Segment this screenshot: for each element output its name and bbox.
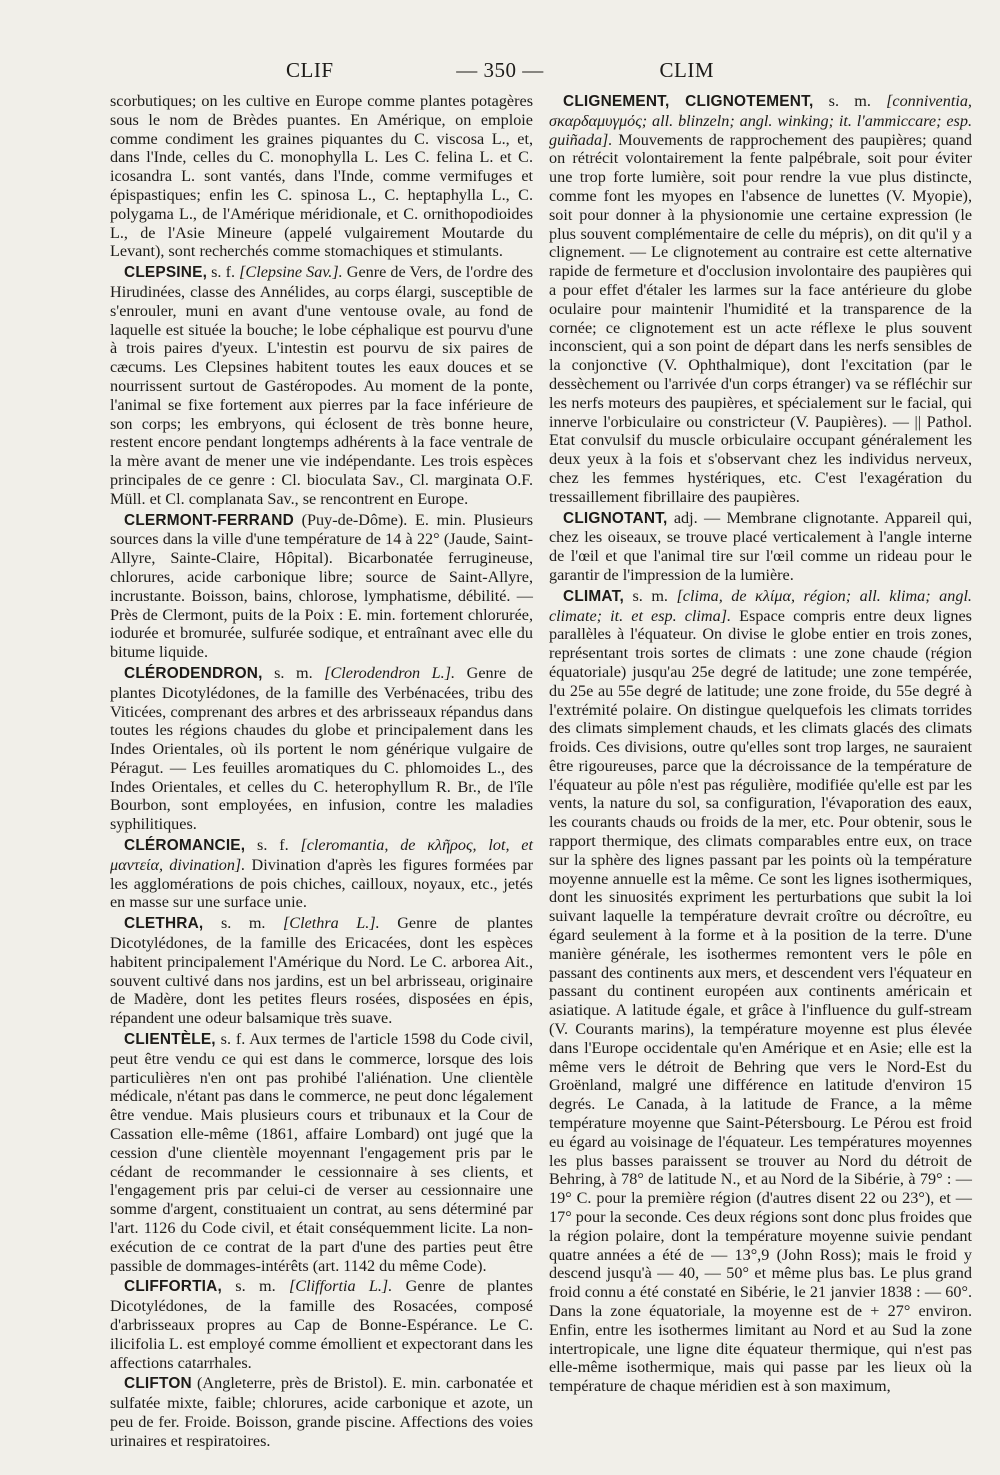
entry-grammar: s. m.: [221, 1277, 289, 1296]
entry-clientele: [110, 1030, 533, 1275]
entry-etymology: [Cliffortia L.].: [288, 1277, 393, 1296]
continuation-text: scorbutiques; on les cultive en Europe comme plantes potagères sous le nom de Brèdes puantes. En Amérique, on emploie comme condiment les graines piquantes du C. viscosa L., et, dans l'Inde, celles du C. monophylla L. Les C. felina L. et C. icosandra L. sont vantés, dans l'Inde, comme vermifuges et épispastiques; enfin les C. spinosa L., C. heptaphylla L., C. polygama L., de l'Amérique méridionale, et C. ornithopodioides L., de l'Asie Mineure (appelé vulgairement Moutarde du Levant), sont recherchés comme stomachiques et stimulants.: [110, 92, 533, 261]
entry-definition: (Puy-de-Dôme). E. min. Plusieurs sources dans la ville d'une température de 14 à 22° (Jaude, Saint-Allyre, Sainte-Claire, Hôpital). Bicarbonatée ferrugineuse, chlorures, acide carbonique libre; source de Saint-Allyre, incrustante. Boisson, bains, chlorose, lymphatisme, débilité. — Près de Clermont, puits de la Poix : E. min. fortement chlorurée, iodurée et bromurée, sulfurée sodique, et entraînant avec elle du bitume liquide.: [110, 510, 533, 662]
entry-grammar: s. m.: [203, 914, 283, 933]
entry-headword: CLIGNOTANT,: [563, 509, 668, 527]
entry-grammar: s. m.: [623, 586, 677, 605]
page-number: — 350 —: [456, 58, 544, 82]
right-column: [549, 92, 972, 1402]
entry-clifton: [110, 1374, 533, 1450]
entry-clermont-ferrand: [110, 511, 533, 662]
entry-grammar: [294, 511, 302, 529]
entry-definition: Genre de Vers, de l'ordre des Hirudinées, classe des Annélides, au corps élargi, susceptible de s'enrouler, muni en avant d'une ventouse ovale, au fond de laquelle est située la bouche; le lobe céphalique est pourvu d'une à trois paires d'yeux. L'intestin est pourvu de six paires de cæcums. Les Clepsines habitent toutes les eaux douces et se nourrissent surtout de Gastéropodes. Au moment de la ponte, l'animal se fixe fortement aux pierres par la face inférieure de son corps; les embryons, qui éclosent de très bonne heure, restent encore pendant longtemps adhérents à la face ventrale de la mère avant de mener une vie indépendante. Les trois espèces principales de ce genre : Cl. bioculata Sav., Cl. marginata O.F. Müll. et Cl. complanata Sav., se rencontrent en Europe.: [110, 263, 533, 508]
entry-etymology: [Clethra L.].: [283, 914, 380, 933]
running-header: [108, 58, 892, 88]
entry-headword: CLIFFORTIA,: [124, 1278, 222, 1296]
entry-headword: CLERMONT-FERRAND: [124, 511, 294, 529]
entry-clignotant: [549, 509, 972, 585]
entry-definition: Aux termes de l'article 1598 du Code civil, peut être vendu ce qui est dans le commerce, lorsque des lois particulières n'en ont pas prohibé l'aliénation. Une clientèle médicale, n'étant pas dans le commerce, ne peut donc légalement être vendue. Mais plusieurs cours et tribunaux et la Cour de Cassation elle-même (1861, affaire Lombard) ont jugé que la cession d'une clientèle moyennant l'engagement pris par le cédant de recommander le cessionnaire à ses clients, et l'engagement pris par celui-ci de verser au cessionnaire une somme d'argent, constituaient un contrat, au sens déterminé par l'art. 1126 du Code civil, et était conséquemment licite. La non-exécution de ce contrat de la part d'une des parties peut être passible de dommages-intérêts (art. 1142 du même Code).: [110, 1030, 533, 1275]
entry-definition: Membrane clignotante. Appareil qui, chez les oiseaux, se trouve placé verticalement à l'angle interne de l'œil et que l'animal tire sur l'œil comme un rideau pour le garantir de l'impression de la lumière.: [549, 508, 972, 584]
entry-grammar: s. f.: [215, 1030, 250, 1049]
entry-grammar: s. f.: [207, 263, 240, 282]
entry-cleromancie: [110, 836, 533, 912]
header-right-guideword: CLIM: [659, 58, 714, 82]
entry-headword: CLEPSINE,: [124, 264, 208, 282]
entry-headword: CLIENTÈLE,: [124, 1031, 216, 1049]
entry-headword: CLETHRA,: [124, 915, 204, 933]
entry-definition: Espace compris entre deux lignes parallèles à l'équateur. On divise le globe entier en trois zones, représentant trois sortes de climats : une zone chaude (région équatoriale) jusqu'au 25e degré de latitude; une zone tempérée, du 25e au 55e degré de latitude; une zone froide, du 55e degré à l'extrémité polaire. On distingue quelquefois les climats torrides des climats simplement chauds, et les climats glacés des climats froids. Ces divisions, outre qu'elles sont trop larges, ne sauraient être rigoureuses, parce que la décroissance de la température de l'équateur au pôle n'est pas régulière, modifiée qu'elle est par les vents, la nature du sol, sa configuration, l'évaporation des eaux, les courants chauds ou froids de la mer, etc. Pour obtenir, sous le rapport thermique, des climats comparables entre eux, on trace sur la sphère des lignes passant par les points où la température moyenne annuelle est la même. Ce sont les lignes isothermiques, dont les sinuosités expriment les perturbations que subit la loi suivant laquelle la température devrait croître ou décroître, eu égard seulement à la forme et à la position de la terre. D'une manière générale, les isothermes remontent vers le pôle en passant des continents aux mers, et descendent vers l'équateur en passant du continent européen aux continents américain et asiatique. A latitude égale, et grâce à l'influence du gulf-stream (V. Courants marins), la température moyenne est plus élevée dans l'Europe occidentale qu'en Amérique et en Asie; elle est la même vers le détroit de Behring que vers le Nord-Est du Groënland, malgré une différence en latitude d'environ 15 degrés. Le Canada, à la latitude de France, a la même température moyenne que Saint-Pétersbourg. Le Pérou est froid eu égard au voisinage de l'équateur. Les températures moyennes les plus basses paraissent se trouver au Nord du détroit de Behring, à 78° de latitude N., et au Nord de la Sibérie, à 79° : — 19° C. pour la première région (d'autres disent 22 ou 23°), et — 17° pour la seconde. Ces deux régions sont donc plus froides que la région polaire, dont la température moyenne suivie pendant quatre années a été de — 13°,9 (John Ross); mais le froid y descend jusqu'à — 40, — 50° et même plus bas. Le plus grand froid connu a été constaté en Sibérie, le 21 janvier 1838 : — 60°. Dans la zone équatoriale, la moyenne est de + 27° environ. Enfin, entre les isothermes limitant au Nord et au Sud la zone intertropicale, une ligne dite équateur thermique, qui n'est pas elle-même isothermique, mais qui passe par les lieux où la température de chaque méridien est à son maximum,: [549, 606, 972, 1396]
entry-etymology: [cleromantia, de κλῆρος, lot, et μαντεία, divination].: [110, 836, 533, 874]
entry-grammar: s. m.: [813, 92, 887, 110]
entry-clerodendron: [110, 664, 533, 834]
entry-grammar: adj. —: [667, 508, 727, 527]
entry-clignement: [549, 92, 972, 507]
entry-definition: Genre de plantes Dicotylédones, de la famille des Ericacées, dont les espèces habitent principalement l'Amérique du Nord. Le C. arborea Ait., souvent cultivé dans nos jardins, est un bel arbrisseau, originaire de Madère, dont les petites fleurs rosées, disposées en épis, répandent une odeur balsamique très suave.: [110, 914, 533, 1028]
entry-definition: Mouvements de rapprochement des paupières; quand on rétrécit volontairement la fente palpébrale, soit pour éviter une trop forte lumière, soit pour rendre la vue plus distincte, comme font les myopes en l'absence de lunettes (V. Myopie), soit pour donner à la physionomie une certaine expression (le plus souvent complémentaire de celle du mépris), on dit qu'il y a clignement. — Le clignotement au contraire est cette alternative rapide de fermeture et d'occlusion involontaire des paupières qui a pour effet d'étaler les larmes sur la face antérieure du globe oculaire pour maintenir l'humidité et la transparence de la cornée; ce clignotement est un acte réflexe le plus souvent inconscient, qui a son point de départ dans les nerfs sensibles de la conjonctive (V. Ophthalmique), dont l'excitation (par le dessèchement ou l'arrivée d'un corps étranger) va se réfléchir sur les nerfs moteurs des paupières, et spécialement sur le facial, qui innerve l'orbiculaire ou constricteur (V. Paupières). — || Pathol. Etat convulsif du muscle orbiculaire occupant généralement les deux yeux à la fois et s'observant chez les individus nerveux, chez les femmes hystériques, etc. C'est l'exagération du tressaillement fibrillaire des paupières.: [549, 130, 972, 506]
entry-definition: Genre de plantes Dicotylédones, de la famille des Verbénacées, tribu des Viticées, comprenant des arbres et des arbrisseaux répandus dans toutes les régions chaudes du globe et principalement dans les Indes Orientales, où ils portent le nom générique vulgaire de Péragut. — Les feuilles aromatiques du C. phlomoides L., des Indes Orientales, et celles du C. heterophyllum R. Br., de l'île Bourbon, sont employées, en infusion, contre les maladies syphilitiques.: [110, 663, 533, 834]
left-column: [110, 92, 534, 1450]
entry-definition: Genre de plantes Dicotylédones, de la famille des Rosacées, composé d'arbrisseaux propres au Cap de Bonne-Espérance. Le C. ilicifolia L. est employé comme émollient et expectorant dans les affections catarrhales.: [110, 1277, 533, 1372]
entry-grammar: s. m.: [262, 663, 325, 682]
entry-etymology: [Clerodendron L.].: [324, 663, 456, 682]
entry-clethra: [110, 914, 533, 1028]
two-column-body: [110, 92, 972, 1450]
entry-clepsine: [110, 263, 533, 508]
entry-etymology: [clima, de κλίμα, région; all. klima; angl. climate; it. et esp. clima].: [549, 586, 972, 625]
entry-definition: (Angleterre, près de Bristol). E. min. carbonatée et sulfatée mixte, faible; chlorures, acide carbonique et azote, un peu de fer. Froide. Boisson, grande piscine. Affections des voies urinaires et respiratoires.: [110, 1374, 534, 1450]
entry-headword: CLIMAT,: [563, 587, 624, 605]
entry-headword: CLÉRODENDRON,: [124, 664, 263, 682]
entry-grammar: s. f.: [245, 836, 301, 855]
entry-etymology: [Clepsine Sav.].: [239, 263, 343, 282]
continuation-paragraph: [110, 92, 533, 261]
header-left-guideword: CLIF: [286, 58, 334, 82]
entry-headword: CLIFTON: [124, 1375, 192, 1393]
entry-climat: [549, 587, 972, 1396]
entry-etymology: [conniventia, σκαρδαμυγμός; all. blinzeln; angl. winking; it. l'ammiccare; esp. guiñada].: [549, 92, 972, 149]
entry-headword: CLIGNEMENT, CLIGNOTEMENT,: [563, 93, 814, 110]
entry-cliffortia: [110, 1277, 533, 1372]
entry-headword: CLÉROMANCIE,: [124, 837, 246, 855]
entry-definition: Divination d'après les figures formées par les agglomérations de pois chiches, cailloux, noyaux, etc., jetés en masse sur une surface unie.: [110, 855, 534, 912]
